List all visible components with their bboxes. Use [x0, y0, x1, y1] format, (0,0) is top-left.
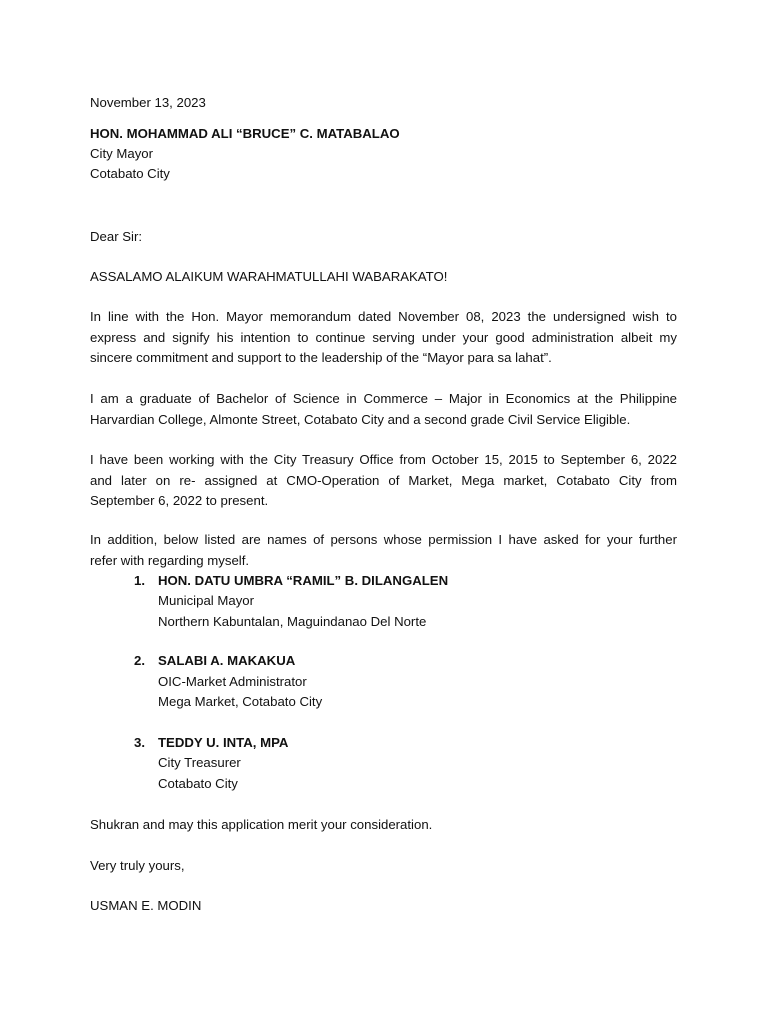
reference-name: HON. DATU UMBRA “RAMIL” B. DILANGALEN [158, 573, 449, 588]
recipient-title: City Mayor [90, 146, 154, 161]
reference-number: 3. [134, 735, 145, 750]
reference-number: 2. [134, 653, 145, 668]
greeting: ASSALAMO ALAIKUM WARAHMATULLAHI WABARAKATO! [90, 269, 448, 284]
recipient-location: Cotabato City [90, 166, 170, 181]
paragraph-memorandum [90, 307, 677, 369]
paragraph-education [90, 389, 677, 430]
reference-number: 1. [134, 573, 145, 588]
paragraph-line: In addition, below listed are names of persons whose permission I have asked for your further [90, 532, 677, 547]
closing-line: Shukran and may this application merit your consideration. [90, 817, 433, 832]
reference-location: Northern Kabuntalan, Maguindanao Del Norte [158, 614, 427, 629]
reference-title: Municipal Mayor [158, 593, 255, 608]
paragraph-line: and later on re- assigned at CMO-Operation of Market, Mega market, Cotabato City from [90, 472, 677, 488]
reference-title: City Treasurer [158, 755, 241, 770]
paragraph-line: I have been working with the City Treasury Office from October 15, 2015 to September 6, 2022 [90, 452, 677, 467]
reference-location: Cotabato City [158, 776, 238, 791]
paragraph-line: refer with regarding myself. [90, 552, 250, 568]
salutation: Dear Sir: [90, 229, 143, 244]
paragraph-line: sincere commitment and support to the leadership of the “Mayor para sa lahat”. [90, 350, 552, 365]
reference-name: TEDDY U. INTA, MPA [158, 735, 289, 750]
reference-title: OIC-Market Administrator [158, 674, 307, 689]
valediction: Very truly yours, [90, 858, 185, 873]
signatory-name: USMAN E. MODIN [90, 898, 202, 913]
letter-date: November 13, 2023 [90, 95, 206, 110]
paragraph-line: express and signify his intention to continue serving under your good administration albeit my [90, 329, 677, 345]
paragraph-employment [90, 450, 677, 512]
reference-location: Mega Market, Cotabato City [158, 694, 323, 709]
paragraph-line: Harvardian College, Almonte Street, Cotabato City and a second grade Civil Service Eligible. [90, 411, 631, 427]
reference-name: SALABI A. MAKAKUA [158, 653, 296, 668]
paragraph-line: September 6, 2022 to present. [90, 493, 269, 508]
recipient-name: HON. MOHAMMAD ALI “BRUCE” C. MATABALAO [90, 126, 400, 141]
paragraph-line: In line with the Hon. Mayor memorandum dated November 08, 2023 the undersigned wish to [90, 309, 677, 324]
paragraph-line: I am a graduate of Bachelor of Science in Commerce – Major in Economics at the Philippine [90, 391, 677, 406]
paragraph-references-intro [90, 530, 677, 571]
